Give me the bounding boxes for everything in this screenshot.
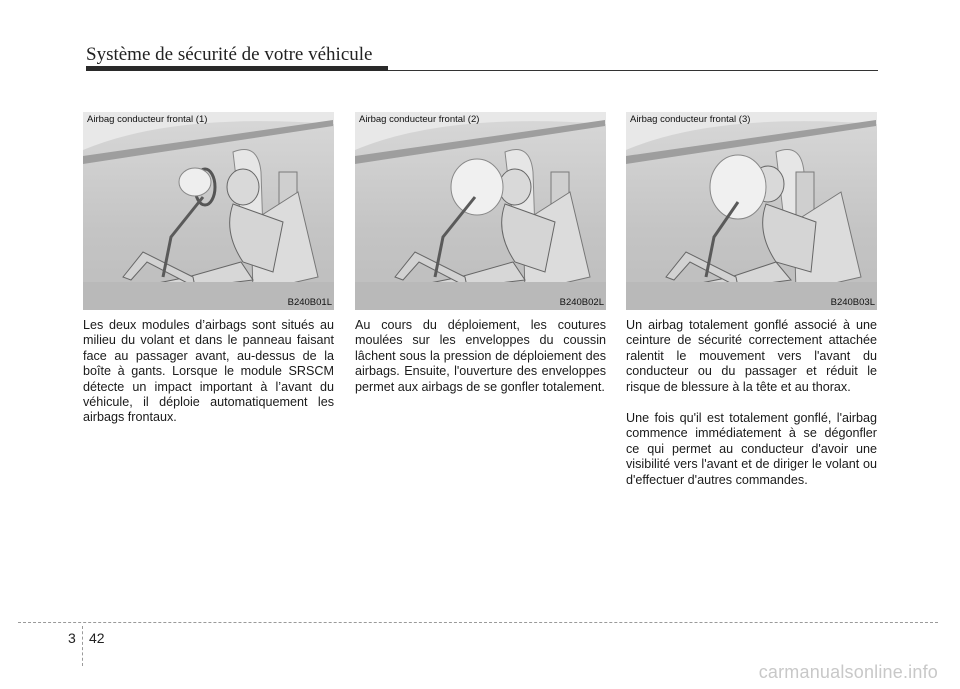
figure-code: B240B03L: [830, 297, 875, 308]
page-number: 42: [89, 630, 105, 646]
figure-code: B240B01L: [287, 297, 332, 308]
header-title: Système de sécurité de votre véhicule: [86, 44, 373, 65]
figure-caption: Airbag conducteur frontal (3): [630, 114, 751, 125]
paragraph: Une fois qu'il est totalement gonflé, l'airbag commence immédiatement à se dégonfler ce qui permet au conducteur d'avoir une visibilité vers l'avant et de diriger le volant ou d'effectuer d'autres commandes.: [626, 411, 877, 487]
column-1: [83, 112, 334, 426]
figure-airbag-3: [626, 112, 877, 310]
paragraph: Les deux modules d’airbags sont situés au milieu du volant et dans le panneau faisant face au passager avant, au-dessus de la boîte à gants. Lorsque le module SRSCM détecte un impact important à l’avant du véhicule, il déploie automatiquement les airbags frontaux.: [83, 318, 334, 425]
airbag-illustration-2: [355, 112, 606, 310]
watermark: carmanualsonline.info: [758, 662, 938, 682]
paragraph: Au cours du déploiement, les coutures moulées sur les enveloppes du coussin lâchent sous la pression de déploiement des airbags. Ensuite, l'ouverture des enveloppes permet aux airbags de se gonfler totalement.: [355, 318, 606, 394]
column-3: [626, 112, 877, 488]
figure-airbag-1: [83, 112, 334, 310]
header-bar: [86, 66, 388, 71]
figure-caption: Airbag conducteur frontal (1): [87, 114, 208, 125]
figure-caption: Airbag conducteur frontal (2): [359, 114, 480, 125]
chapter-number: 3: [68, 630, 76, 646]
footer-divider: [18, 622, 938, 623]
paragraph: Un airbag totalement gonflé associé à une ceinture de sécurité correctement attachée ralentit le mouvement vers l'avant du conducteur ou du passager et réduit le risque de blessure à la tête et au thorax.: [626, 318, 877, 394]
column-2: [355, 112, 606, 395]
header-line: [388, 70, 878, 71]
airbag-illustration-3: [626, 112, 877, 310]
figure-airbag-2: [355, 112, 606, 310]
footer-page-divider: [82, 626, 83, 666]
airbag-illustration-1: [83, 112, 334, 310]
figure-code: B240B02L: [559, 297, 604, 308]
